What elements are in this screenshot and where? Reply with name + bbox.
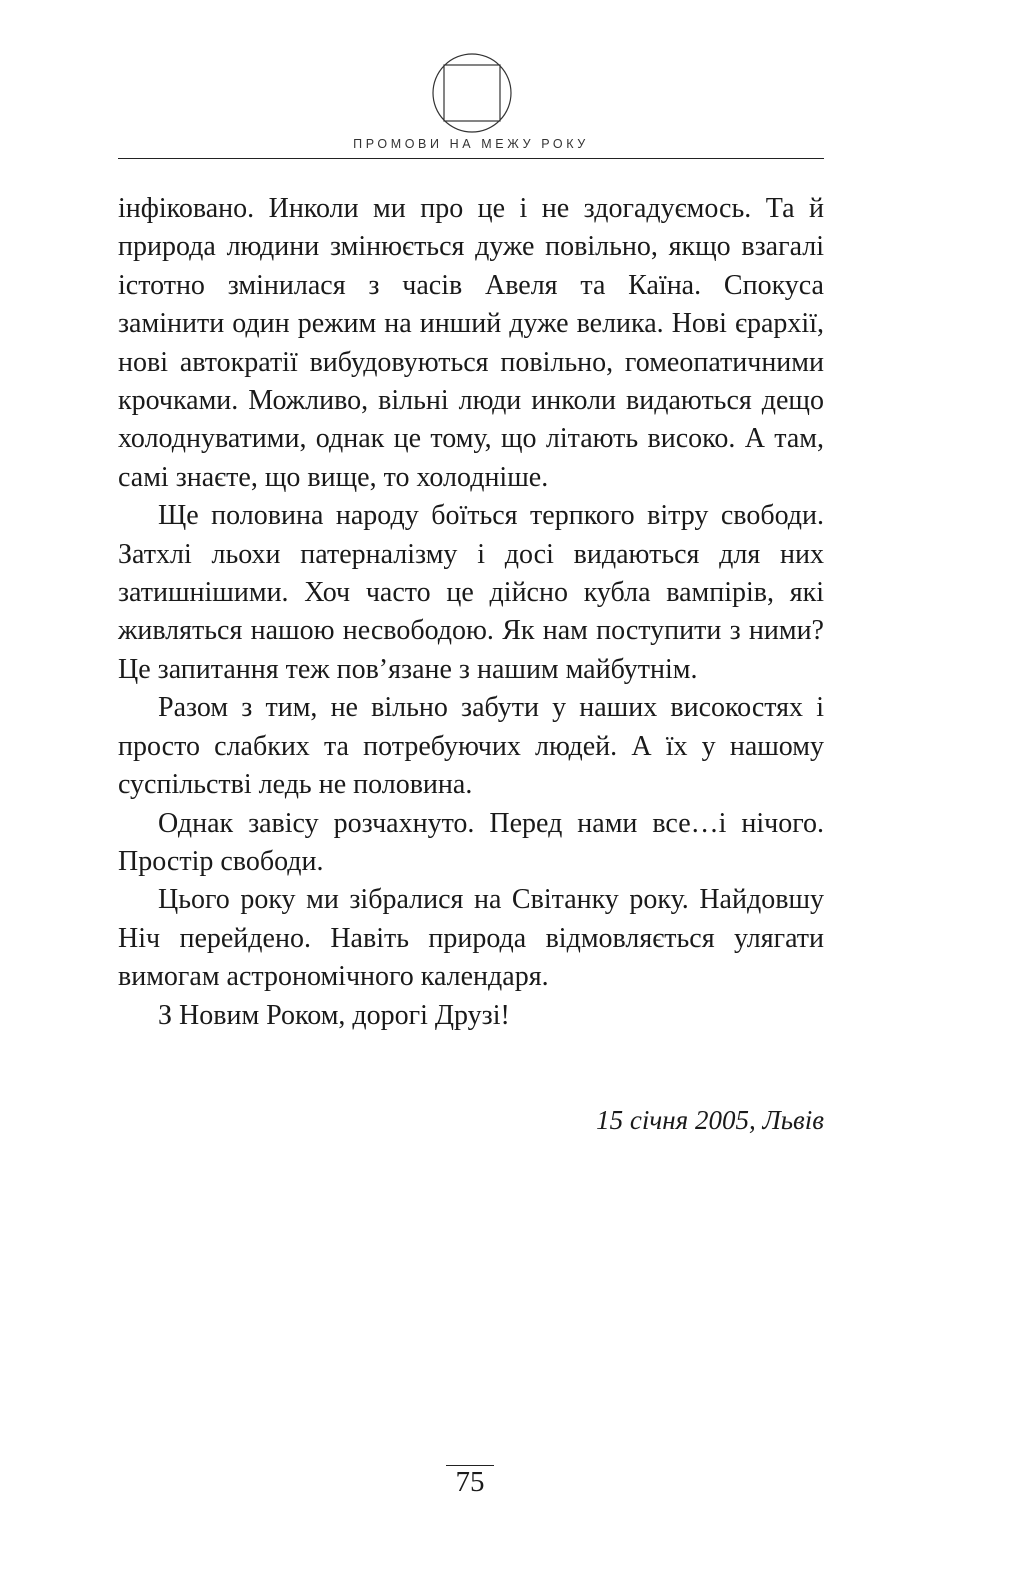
circle-square-emblem-icon (431, 52, 513, 134)
paragraph-6: З Новим Роком, дорогі Друзі! (158, 999, 510, 1031)
paragraph-2: Ще половина народу боїться терпкого вітру свободи. Затхлі льохи патерналізму і досі видаються для них затишнішими. Хоч часто це дійсно кубла вампірів, які живляться нашою несвободою. Як нам поступити з ними? Це запитання теж пов’язане з нашим майбутнім. (118, 500, 824, 685)
running-head: ПРОМОВИ НА МЕЖУ РОКУ (353, 137, 589, 151)
paragraph-4: Однак завісу розчахнуто. Перед нами все…і нічого. Простір свободи. (118, 807, 824, 877)
body-text (118, 190, 824, 1035)
page-number: 75 (455, 1466, 485, 1498)
date-place-signature: 15 січня 2005, Львів (596, 1105, 824, 1135)
paragraph-5: Цього року ми зібралися на Світанку року. Найдовшу Ніч перейдено. Навіть природа відмовляється улягати вимогам астрономічного календаря. (118, 884, 824, 993)
paragraph-1: інфіковано. Инколи ми про це і не здогадуємось. Та й природа людини змінюється дуже повільно, якщо взагалі істотно змінилася з часів Авеля та Каїна. Спокуса замінити один режим на инший дуже велика. Нові єрархії, нові автократії вибудовуються повільно, гомеопатичними крочками. Можливо, вільні люди инколи видаються дещо холоднуватими, однак це тому, що літають високо. А там, самі знаєте, що вище, то холодніше. (118, 193, 824, 493)
header-rule (118, 158, 824, 159)
paragraph-3: Разом з тим, не вільно забути у наших високостях і просто слабких та потребуючих людей. А їх у нашому суспільстві ледь не половина. (118, 692, 824, 801)
